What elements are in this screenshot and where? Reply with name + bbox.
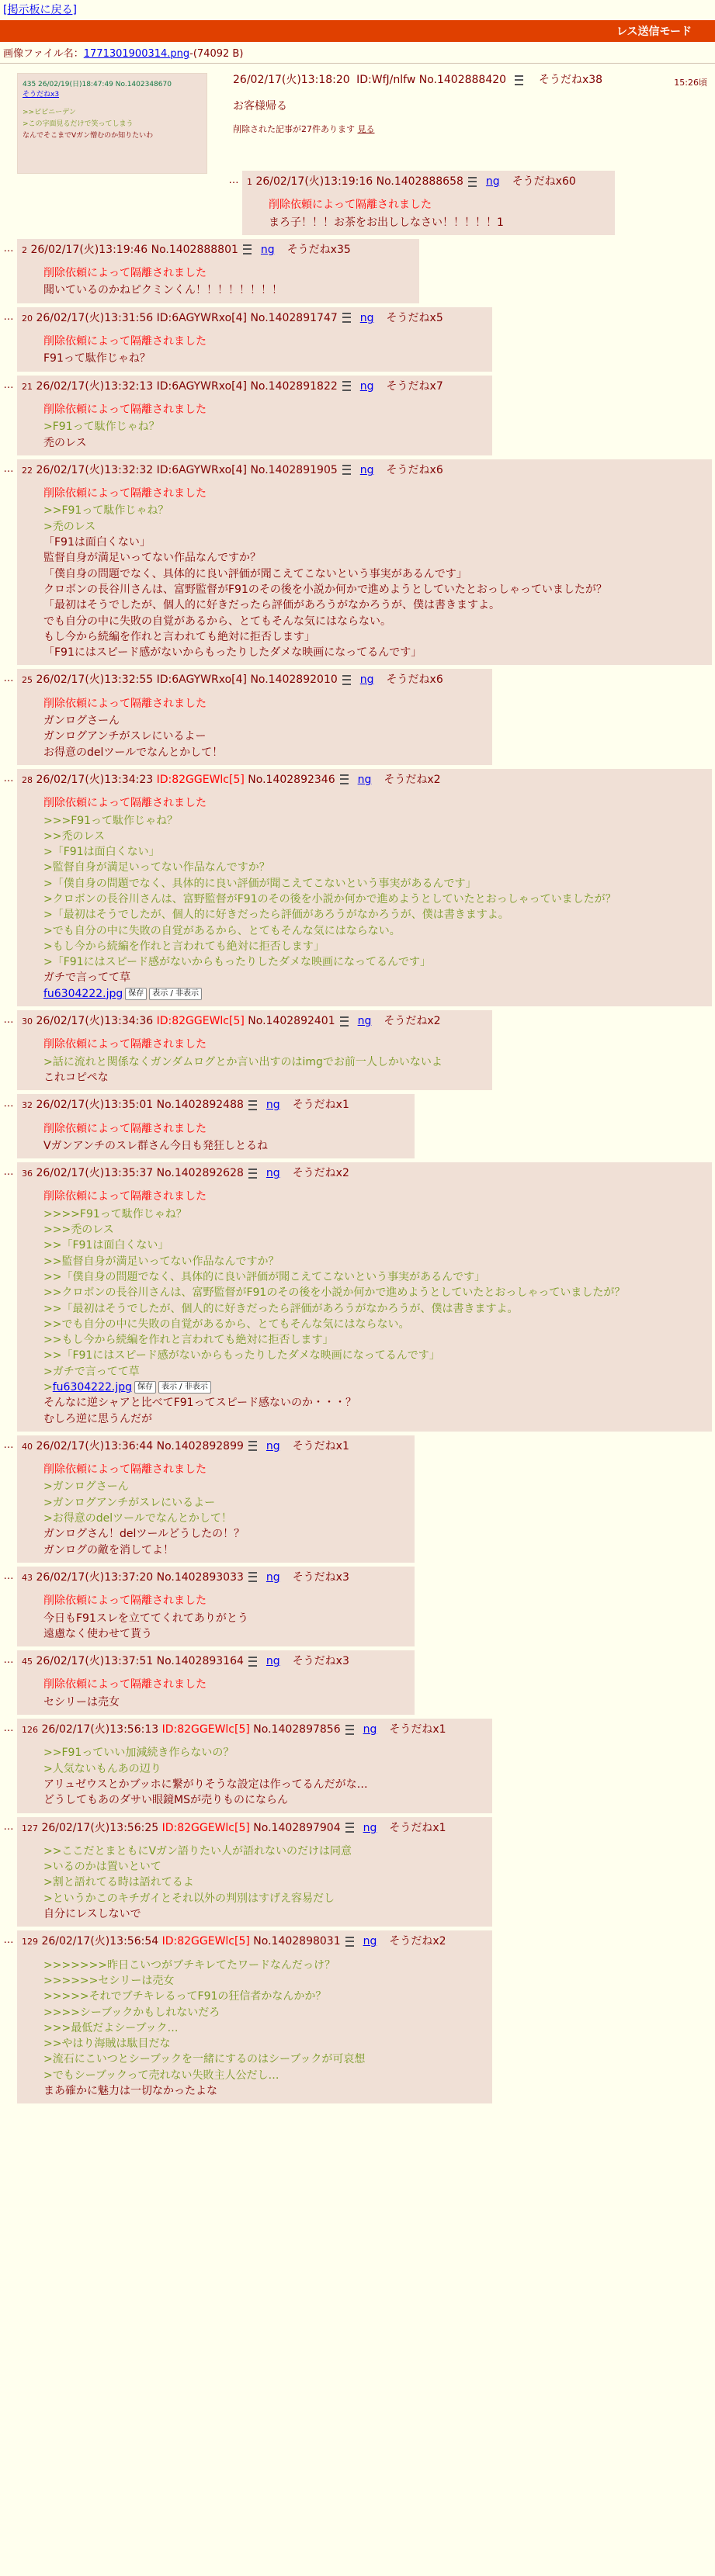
isolation-notice: 削除依頼によって隔離されました bbox=[43, 403, 207, 416]
reply-id: ID:6AGYWRxo[4] bbox=[156, 311, 247, 324]
reply-index: 129 bbox=[22, 1937, 38, 1948]
reply-body bbox=[43, 1844, 486, 1922]
op-post bbox=[0, 67, 715, 208]
reply-number[interactable]: No.1402897856 bbox=[253, 1723, 341, 1736]
ng-button[interactable]: ng bbox=[359, 379, 374, 393]
op-number[interactable]: No.1402888420 bbox=[418, 74, 507, 86]
reply-number[interactable]: No.1402893164 bbox=[156, 1655, 244, 1668]
save-button[interactable]: 保存 bbox=[125, 988, 147, 1000]
quote-line: >>ここだとまともにVガン語りたい人が語れないのだけは同意 bbox=[43, 1844, 352, 1858]
reply-index: 127 bbox=[22, 1823, 38, 1833]
reply-date: 26/02/17(火)13:19:46 bbox=[30, 243, 148, 256]
reply-list bbox=[0, 171, 715, 2103]
quote-prefix: > bbox=[43, 1381, 53, 1394]
isolation-notice: 削除依頼によって隔離されました bbox=[43, 1190, 207, 1203]
text-line: 今日もF91スレを立ててくれてありがとう bbox=[43, 1612, 248, 1625]
reply-post bbox=[17, 1010, 492, 1090]
quote-line: >>でも自分の中に失敗の自覚があるから、とてもそんな気にはならない。 bbox=[43, 1317, 410, 1331]
sodane-button[interactable]: そうだねx2 bbox=[384, 773, 441, 786]
reply-date: 26/02/17(火)13:19:16 bbox=[255, 175, 373, 188]
save-button[interactable]: 保存 bbox=[134, 1381, 156, 1394]
reply-number[interactable]: No.1402891905 bbox=[250, 463, 338, 476]
text-line: Vガンアンチのスレ群さん今日も発狂しとるね bbox=[43, 1139, 269, 1152]
quote-line: >ガンログさーん bbox=[43, 1480, 129, 1494]
reply-number[interactable]: No.1402893033 bbox=[156, 1570, 244, 1584]
quote-line: >>「F91は面白くない」 bbox=[43, 1239, 169, 1252]
menu-icon[interactable] bbox=[243, 244, 252, 254]
menu-icon[interactable] bbox=[248, 1657, 257, 1667]
reply-index: 28 bbox=[22, 774, 33, 785]
reply-index: 22 bbox=[22, 465, 33, 476]
reply-row bbox=[0, 1094, 715, 1158]
quote-line: >>F91っていい加減続き作らないの？ bbox=[43, 1747, 234, 1760]
reply-row bbox=[0, 769, 715, 1006]
reply-row bbox=[0, 1567, 715, 1646]
text-line: 聞いているのかねピクミンくん！！！！！！！！ bbox=[43, 284, 283, 297]
reply-post bbox=[17, 769, 712, 1006]
reply-date: 26/02/17(火)13:34:23 bbox=[36, 773, 154, 786]
reply-index: 21 bbox=[22, 381, 33, 392]
menu-icon[interactable] bbox=[248, 1100, 257, 1110]
reply-number[interactable]: No.1402898031 bbox=[253, 1935, 341, 1948]
reply-dots: … bbox=[3, 1439, 14, 1451]
reply-id: ID:82GGEWlc[5] bbox=[161, 1821, 250, 1834]
file-info: 画像ファイル名：1771301900314.png-(74092 B) bbox=[3, 48, 244, 60]
reply-body bbox=[43, 696, 486, 760]
ng-button[interactable]: ng bbox=[266, 1167, 280, 1180]
reply-post bbox=[17, 1650, 415, 1715]
reply-date: 26/02/17(火)13:56:54 bbox=[41, 1935, 159, 1948]
reply-dots: … bbox=[3, 673, 14, 685]
quote-line: >>「最初はそうでしたが、個人的に好きだったら評価があろうがなかろうが、僕は書きますよ。 bbox=[43, 1302, 519, 1315]
reply-row bbox=[0, 669, 715, 764]
quote-line: >>やはり海賊は駄目だな bbox=[43, 2038, 171, 2051]
quote-line: >>>>>>>昨日こいつがブチキレてたワードなんだっけ？ bbox=[43, 1958, 335, 1972]
reply-dots: … bbox=[3, 379, 14, 391]
reply-id: ID:6AGYWRxo[4] bbox=[156, 673, 247, 687]
quote-line: >もし今から続編を作れと言われても絶対に拒否します」 bbox=[43, 940, 325, 953]
quote-line: >いるのかは置いといて bbox=[43, 1861, 161, 1874]
quote-line: >F91って駄作じゃね？ bbox=[43, 421, 160, 434]
file-attachment bbox=[43, 1380, 706, 1395]
text-line: ガンログさん！delツールどうしたの！？ bbox=[43, 1528, 245, 1541]
sodane-button[interactable]: そうだねx1 bbox=[292, 1099, 349, 1112]
text-line: でも自分の中に失敗の自覚があるから、とてもそんな気にはならない。 bbox=[43, 615, 391, 628]
menu-icon[interactable] bbox=[248, 1441, 257, 1451]
reply-post bbox=[17, 459, 712, 666]
quote-line: >人気ないもんあの辺り bbox=[43, 1762, 161, 1775]
file-link[interactable]: 1771301900314.png bbox=[83, 48, 190, 60]
reply-body bbox=[43, 1462, 408, 1558]
sodane-button[interactable]: そうだねx2 bbox=[389, 1935, 446, 1948]
reply-id: ID:82GGEWlc[5] bbox=[161, 1935, 250, 1948]
isolation-notice: 削除依頼によって隔離されました bbox=[43, 1038, 207, 1051]
menu-icon[interactable] bbox=[345, 1823, 354, 1833]
reply-post bbox=[17, 1817, 492, 1927]
reply-header bbox=[22, 379, 486, 394]
quote-line: >流石にこいつとシーブックを一緒にするのはシーブックが可哀想 bbox=[43, 2053, 366, 2066]
reply-post bbox=[17, 1094, 415, 1158]
menu-icon[interactable] bbox=[342, 675, 351, 685]
sodane-button[interactable]: そうだねx2 bbox=[292, 1167, 349, 1180]
reply-number[interactable]: No.1402892401 bbox=[248, 1015, 335, 1028]
quote-line: >話に流れと関係なくガンダムログとか言い出すのはimgでお前一人しかいないよ bbox=[43, 1055, 443, 1068]
ng-button[interactable]: ng bbox=[266, 1655, 280, 1668]
sodane-button[interactable]: そうだねx1 bbox=[389, 1821, 446, 1834]
reply-body bbox=[43, 1593, 408, 1642]
ng-button[interactable]: ng bbox=[266, 1099, 280, 1112]
reply-dots: … bbox=[3, 772, 14, 784]
quote-line: >「F91にはスピード感がないからもったりしたダメな映画になってるんです」 bbox=[43, 956, 432, 969]
reply-number[interactable]: No.1402892628 bbox=[156, 1167, 244, 1180]
reply-header bbox=[22, 462, 706, 478]
quote-line: >>>>>それでブチキレるってF91の狂信者かなんかか？ bbox=[43, 1990, 327, 2003]
text-line: ガンログアンチがスレにいるよー bbox=[43, 730, 207, 743]
reply-post bbox=[17, 1162, 712, 1432]
reply-header bbox=[22, 1013, 486, 1029]
reply-number[interactable]: No.1402888801 bbox=[151, 243, 238, 256]
reply-date: 26/02/17(火)13:56:13 bbox=[41, 1723, 159, 1736]
reply-post bbox=[17, 376, 492, 455]
reply-number[interactable]: No.1402891822 bbox=[250, 379, 338, 393]
reply-date: 26/02/17(火)13:35:37 bbox=[36, 1167, 154, 1180]
reply-index: 36 bbox=[22, 1169, 33, 1179]
back-to-board-link[interactable]: [掲示板に戻る] bbox=[3, 4, 77, 16]
reply-date: 26/02/17(火)13:32:13 bbox=[36, 379, 154, 393]
quote-line: >クロボンの長谷川さんは、富野監督がF91のその後を小説か何かで進めようとしていたとおっしゃっていましたが？ bbox=[43, 892, 616, 905]
menu-icon[interactable] bbox=[340, 774, 349, 784]
reply-header bbox=[22, 310, 486, 326]
reply-body bbox=[43, 1677, 408, 1710]
ng-button[interactable]: ng bbox=[357, 773, 372, 786]
menu-icon[interactable] bbox=[248, 1169, 257, 1179]
reply-header bbox=[22, 1820, 486, 1836]
reply-header bbox=[22, 772, 706, 788]
quote-line: >>>>>>セシリーは売女 bbox=[43, 1974, 175, 1987]
reply-header bbox=[22, 1570, 408, 1585]
reply-index: 2 bbox=[22, 244, 27, 255]
sodane-button[interactable]: そうだねx5 bbox=[386, 311, 443, 324]
reply-number[interactable]: No.1402891747 bbox=[250, 311, 338, 324]
reply-dots: … bbox=[3, 1654, 14, 1667]
menu-icon[interactable] bbox=[340, 1016, 349, 1027]
menu-icon[interactable] bbox=[342, 313, 351, 323]
sodane-button[interactable]: そうだねx1 bbox=[292, 1439, 349, 1452]
reply-id: ID:82GGEWlc[5] bbox=[156, 773, 245, 786]
op-header: 26/02/17(火)13:18:20 ID:WfJ/nlfw No.1402888420 そうだねx38 bbox=[233, 74, 603, 86]
isolation-notice: 削除依頼によって隔離されました bbox=[43, 335, 207, 348]
quote-line: >>>禿のレス bbox=[43, 1224, 114, 1237]
reply-post bbox=[17, 1435, 415, 1563]
reply-id: ID:6AGYWRxo[4] bbox=[156, 463, 247, 476]
reply-dots: … bbox=[3, 462, 14, 475]
reply-row bbox=[0, 1435, 715, 1563]
ng-button[interactable]: ng bbox=[359, 311, 374, 324]
reply-row bbox=[0, 307, 715, 372]
text-line: 監督自身が満足いってない作品なんですか？ bbox=[43, 552, 261, 565]
reply-number[interactable]: No.1402892899 bbox=[156, 1439, 244, 1452]
reply-row bbox=[0, 1650, 715, 1715]
reply-row bbox=[0, 459, 715, 666]
text-line: まろ子！！！お茶をお出ししなさい！！！！！1 bbox=[269, 216, 504, 229]
reply-body bbox=[43, 1958, 486, 2100]
menu-icon[interactable] bbox=[515, 75, 523, 85]
ng-button[interactable]: ng bbox=[359, 673, 374, 687]
toggle-button[interactable]: 表示 / 非表示 bbox=[158, 1381, 211, 1394]
menu-icon[interactable] bbox=[468, 177, 477, 187]
isolation-notice: 削除依頼によって隔離されました bbox=[43, 797, 207, 810]
text-line: 自分にレスしないで bbox=[43, 1908, 141, 1921]
reply-row bbox=[0, 1719, 715, 1813]
menu-icon[interactable] bbox=[342, 465, 351, 475]
text-line: アリュゼウスとかブッホに繋がりそうな設定は作ってるんだがな… bbox=[43, 1778, 368, 1791]
toggle-button[interactable]: 表示 / 非表示 bbox=[149, 988, 202, 1000]
op-thumbnail[interactable]: 435 26/02/19(日)18:47:49 No.1402348670 そうだねx3 >>ピピニーデン >この字面見るだけで笑ってしまう なんでそこまでVガン憎むのか知りたいわ bbox=[17, 73, 207, 174]
reply-post bbox=[17, 1719, 492, 1813]
text-line: もし今から続編を作れと言われても絶対に拒否します」 bbox=[43, 630, 315, 643]
text-line: 禿のレス bbox=[43, 436, 87, 449]
quote-line: >「F91は面白くない」 bbox=[43, 846, 160, 859]
text-line: 遠慮なく使わせて貰う bbox=[43, 1627, 152, 1640]
menu-icon[interactable] bbox=[345, 1937, 354, 1947]
reply-header bbox=[22, 1439, 408, 1454]
reply-number[interactable]: No.1402888658 bbox=[376, 175, 463, 188]
attachment-link[interactable]: fu6304222.jpg bbox=[43, 987, 123, 1000]
reply-dots: … bbox=[3, 1014, 14, 1027]
reply-body bbox=[43, 1745, 486, 1808]
reply-date: 26/02/17(火)13:35:01 bbox=[36, 1099, 154, 1112]
quote-line: >>「僕自身の問題でなく、具体的に良い評価が聞こえてこないという事実があるんです」 bbox=[43, 1270, 486, 1283]
reply-mode-banner: レス送信モード bbox=[0, 20, 715, 42]
reply-date: 26/02/17(火)13:34:36 bbox=[36, 1015, 154, 1028]
quote-line: >禿のレス bbox=[43, 520, 96, 533]
reply-body bbox=[43, 1037, 486, 1085]
reply-number[interactable]: No.1402892346 bbox=[248, 773, 335, 786]
quote-line: >>禿のレス bbox=[43, 829, 106, 843]
text-line: クロボンの長谷川さんは、富野監督がF91のその後を小説か何かで進めようとしていたとおっしゃっていましたが？ bbox=[43, 583, 607, 596]
reply-number[interactable]: No.1402897904 bbox=[253, 1821, 341, 1834]
reply-id: ID:82GGEWlc[5] bbox=[161, 1723, 250, 1736]
reply-index: 40 bbox=[22, 1441, 33, 1452]
reply-id: ID:6AGYWRxo[4] bbox=[156, 379, 247, 393]
reply-body bbox=[43, 1189, 706, 1426]
reply-number[interactable]: No.1402892488 bbox=[156, 1099, 244, 1112]
reply-date: 26/02/17(火)13:36:44 bbox=[36, 1439, 154, 1452]
text-line: セシリーは売女 bbox=[43, 1695, 120, 1709]
expiry-time: 15:26頃 bbox=[674, 78, 707, 88]
reply-dots: … bbox=[3, 1723, 14, 1735]
sodane-button[interactable]: そうだねx60 bbox=[512, 175, 576, 188]
quote-line: >監督自身が満足いってない作品なんですか？ bbox=[43, 861, 270, 874]
reply-body bbox=[43, 795, 706, 1002]
ng-button[interactable]: ng bbox=[266, 1439, 280, 1452]
text-line: お得意のdelツールでなんとかして！ bbox=[43, 746, 224, 759]
quote-line: >「僕自身の問題でなく、具体的に良い評価が聞こえてこないという事実があるんです」 bbox=[43, 877, 477, 890]
reply-index: 25 bbox=[22, 675, 33, 686]
reply-post bbox=[17, 239, 419, 303]
sodane-button[interactable]: そうだねx3 bbox=[292, 1655, 349, 1668]
sodane-button[interactable]: そうだねx6 bbox=[386, 673, 443, 687]
text-line: まあ確かに魅力は一切なかったよな bbox=[43, 2084, 217, 2097]
reply-dots: … bbox=[3, 1570, 14, 1582]
reply-index: 43 bbox=[22, 1572, 33, 1583]
quote-line: >>>>F91って駄作じゃね？ bbox=[43, 1207, 187, 1220]
text-line: F91って駄作じゃね？ bbox=[43, 352, 151, 365]
reply-post bbox=[17, 1930, 492, 2103]
reply-post bbox=[17, 669, 492, 764]
ng-button[interactable]: ng bbox=[266, 1570, 280, 1584]
reply-dots: … bbox=[3, 1166, 14, 1179]
text-line: 「F91は面白くない」 bbox=[43, 536, 151, 549]
menu-icon[interactable] bbox=[342, 381, 351, 391]
reply-date: 26/02/17(火)13:31:56 bbox=[36, 311, 154, 324]
ng-button[interactable]: ng bbox=[363, 1723, 377, 1736]
reply-dots: … bbox=[3, 310, 14, 323]
text-line: ガンログさーん bbox=[43, 715, 120, 728]
reply-index: 45 bbox=[22, 1657, 33, 1667]
quote-line: >お得意のdelツールでなんとかして！ bbox=[43, 1512, 232, 1525]
text-line: ガンログの敵を消してよ！ bbox=[43, 1543, 174, 1556]
quote-line: >ガンログアンチがスレにいるよー bbox=[43, 1496, 216, 1509]
reply-header bbox=[22, 1934, 486, 1949]
text-line: 「F91にはスピード感がないからもったりしたダメな映画になってるんです」 bbox=[43, 646, 422, 660]
reply-index: 126 bbox=[22, 1725, 38, 1736]
ng-button[interactable]: ng bbox=[260, 243, 275, 256]
sodane-button[interactable]: そうだねx35 bbox=[286, 243, 351, 256]
sodane-button[interactable]: そうだねx7 bbox=[386, 379, 443, 393]
reply-index: 20 bbox=[22, 313, 33, 324]
ng-button[interactable]: ng bbox=[363, 1821, 377, 1834]
text-line: むしろ逆に思うんだが bbox=[43, 1412, 152, 1425]
isolation-notice: 削除依頼によって隔離されました bbox=[43, 1678, 207, 1691]
quote-line: >>クロボンの長谷川さんは、富野監督がF91のその後を小説か何かで進めようとしていたとおっしゃっていましたが？ bbox=[43, 1286, 626, 1300]
reply-post bbox=[17, 1567, 415, 1646]
quote-line: >>監督自身が満足いってない作品なんですか？ bbox=[43, 1255, 279, 1268]
reply-post bbox=[17, 307, 492, 372]
file-attachment bbox=[43, 986, 706, 1002]
ng-button[interactable]: ng bbox=[363, 1935, 377, 1948]
quote-line: >「最初はそうでしたが、個人的に好きだったら評価があろうがなかろうが、僕は書きますよ。 bbox=[43, 909, 509, 922]
text-line: ガチで言ってて草 bbox=[43, 971, 130, 985]
isolation-notice: 削除依頼によって隔離されました bbox=[43, 267, 207, 280]
reply-number[interactable]: No.1402892010 bbox=[250, 673, 338, 687]
reply-date: 26/02/17(火)13:32:32 bbox=[36, 463, 154, 476]
reply-body bbox=[43, 486, 706, 660]
quote-line: >>>F91って駄作じゃね？ bbox=[43, 814, 179, 827]
show-deleted-link[interactable]: 見る bbox=[357, 124, 375, 134]
menu-icon[interactable] bbox=[345, 1725, 354, 1735]
text-line: これコピペな bbox=[43, 1071, 109, 1084]
reply-date: 26/02/17(火)13:37:20 bbox=[36, 1570, 154, 1584]
quote-line: >>F91って駄作じゃね？ bbox=[43, 504, 169, 518]
reply-body bbox=[43, 265, 413, 299]
reply-row bbox=[0, 376, 715, 455]
top-link bbox=[0, 0, 715, 19]
isolation-notice: 削除依頼によって隔離されました bbox=[43, 1122, 207, 1135]
reply-row bbox=[0, 1162, 715, 1432]
sodane-button[interactable]: そうだねx6 bbox=[386, 463, 443, 476]
reply-date: 26/02/17(火)13:56:25 bbox=[41, 1821, 159, 1834]
reply-header bbox=[22, 242, 413, 258]
menu-icon[interactable] bbox=[248, 1572, 257, 1582]
quote-line: >ガチで言ってて草 bbox=[43, 1365, 140, 1378]
reply-header bbox=[22, 1722, 486, 1737]
reply-row bbox=[0, 1930, 715, 2103]
text-line: 「最初はそうでしたが、個人的に好きだったら評価があろうがなかろうが、僕は書きますよ。 bbox=[43, 599, 500, 612]
reply-row bbox=[0, 1010, 715, 1090]
quote-line: >でも自分の中に失敗の自覚があるから、とてもそんな気にはならない。 bbox=[43, 924, 401, 937]
quote-line: >>「F91にはスピード感がないからもったりしたダメな映画になってるんです」 bbox=[43, 1349, 440, 1362]
reply-header bbox=[22, 1097, 408, 1113]
text-line: どうしてもあのダサい眼鏡MSが売りものにならん bbox=[43, 1794, 288, 1807]
reply-row bbox=[0, 1817, 715, 1927]
reply-dots: … bbox=[3, 242, 14, 254]
reply-index: 30 bbox=[22, 1016, 33, 1027]
isolation-notice: 削除依頼によって隔離されました bbox=[43, 487, 207, 500]
reply-dots: … bbox=[3, 1820, 14, 1833]
ng-button[interactable]: ng bbox=[357, 1015, 372, 1028]
quote-line: >というかこのキチガイとそれ以外の判別はすげえ容易だし bbox=[43, 1892, 335, 1905]
reply-body bbox=[43, 402, 486, 451]
reply-dots: … bbox=[3, 1098, 14, 1110]
isolation-notice: 削除依頼によって隔離されました bbox=[43, 697, 207, 710]
quote-line: >>>最低だよシーブック… bbox=[43, 2021, 179, 2034]
reply-body bbox=[43, 334, 486, 367]
isolation-notice: 削除依頼によって隔離されました bbox=[43, 1463, 207, 1477]
deleted-note: 削除された記事が27件あります 見る bbox=[233, 124, 375, 134]
attachment-link[interactable]: fu6304222.jpg bbox=[52, 1381, 132, 1394]
op-body: お客様帰る bbox=[233, 100, 287, 113]
quote-line: >>もし今から続編を作れと言われても絶対に拒否します」 bbox=[43, 1334, 334, 1347]
reply-index: 32 bbox=[22, 1100, 33, 1111]
reply-index: 1 bbox=[247, 177, 252, 187]
isolation-notice: 削除依頼によって隔離されました bbox=[43, 1594, 207, 1608]
reply-id: ID:82GGEWlc[5] bbox=[156, 1015, 245, 1028]
reply-header bbox=[22, 1165, 706, 1181]
quote-line: >割と語れてる時は語れてるよ bbox=[43, 1876, 194, 1889]
reply-body bbox=[43, 1121, 408, 1155]
ng-button[interactable]: ng bbox=[359, 463, 374, 476]
quote-line: >でもシーブックって売れない失敗主人公だし… bbox=[43, 2069, 279, 2082]
reply-row bbox=[0, 239, 715, 303]
sodane-button[interactable]: そうだねx1 bbox=[389, 1723, 446, 1736]
reply-date: 26/02/17(火)13:37:51 bbox=[36, 1655, 154, 1668]
quote-line: >>>>シーブックかもしれないだろ bbox=[43, 2006, 220, 2019]
text-line: 「僕自身の問題でなく、具体的に良い評価が聞こえてこないという事実があるんです」 bbox=[43, 567, 467, 580]
reply-header bbox=[22, 672, 486, 687]
isolation-notice: 削除依頼によって隔離されました bbox=[269, 199, 432, 212]
text-line: そんなに逆シャアと比べてF91ってスピード感ないのか・・・？ bbox=[43, 1397, 357, 1410]
ng-button[interactable]: ng bbox=[485, 175, 500, 188]
reply-header bbox=[22, 1653, 408, 1669]
sodane-button[interactable]: そうだねx3 bbox=[292, 1570, 349, 1584]
reply-dots: … bbox=[228, 175, 239, 186]
reply-date: 26/02/17(火)13:32:55 bbox=[36, 673, 154, 687]
sodane-button[interactable]: そうだねx38 bbox=[538, 74, 603, 86]
reply-dots: … bbox=[3, 1934, 14, 1947]
sodane-button[interactable]: そうだねx2 bbox=[384, 1015, 441, 1028]
